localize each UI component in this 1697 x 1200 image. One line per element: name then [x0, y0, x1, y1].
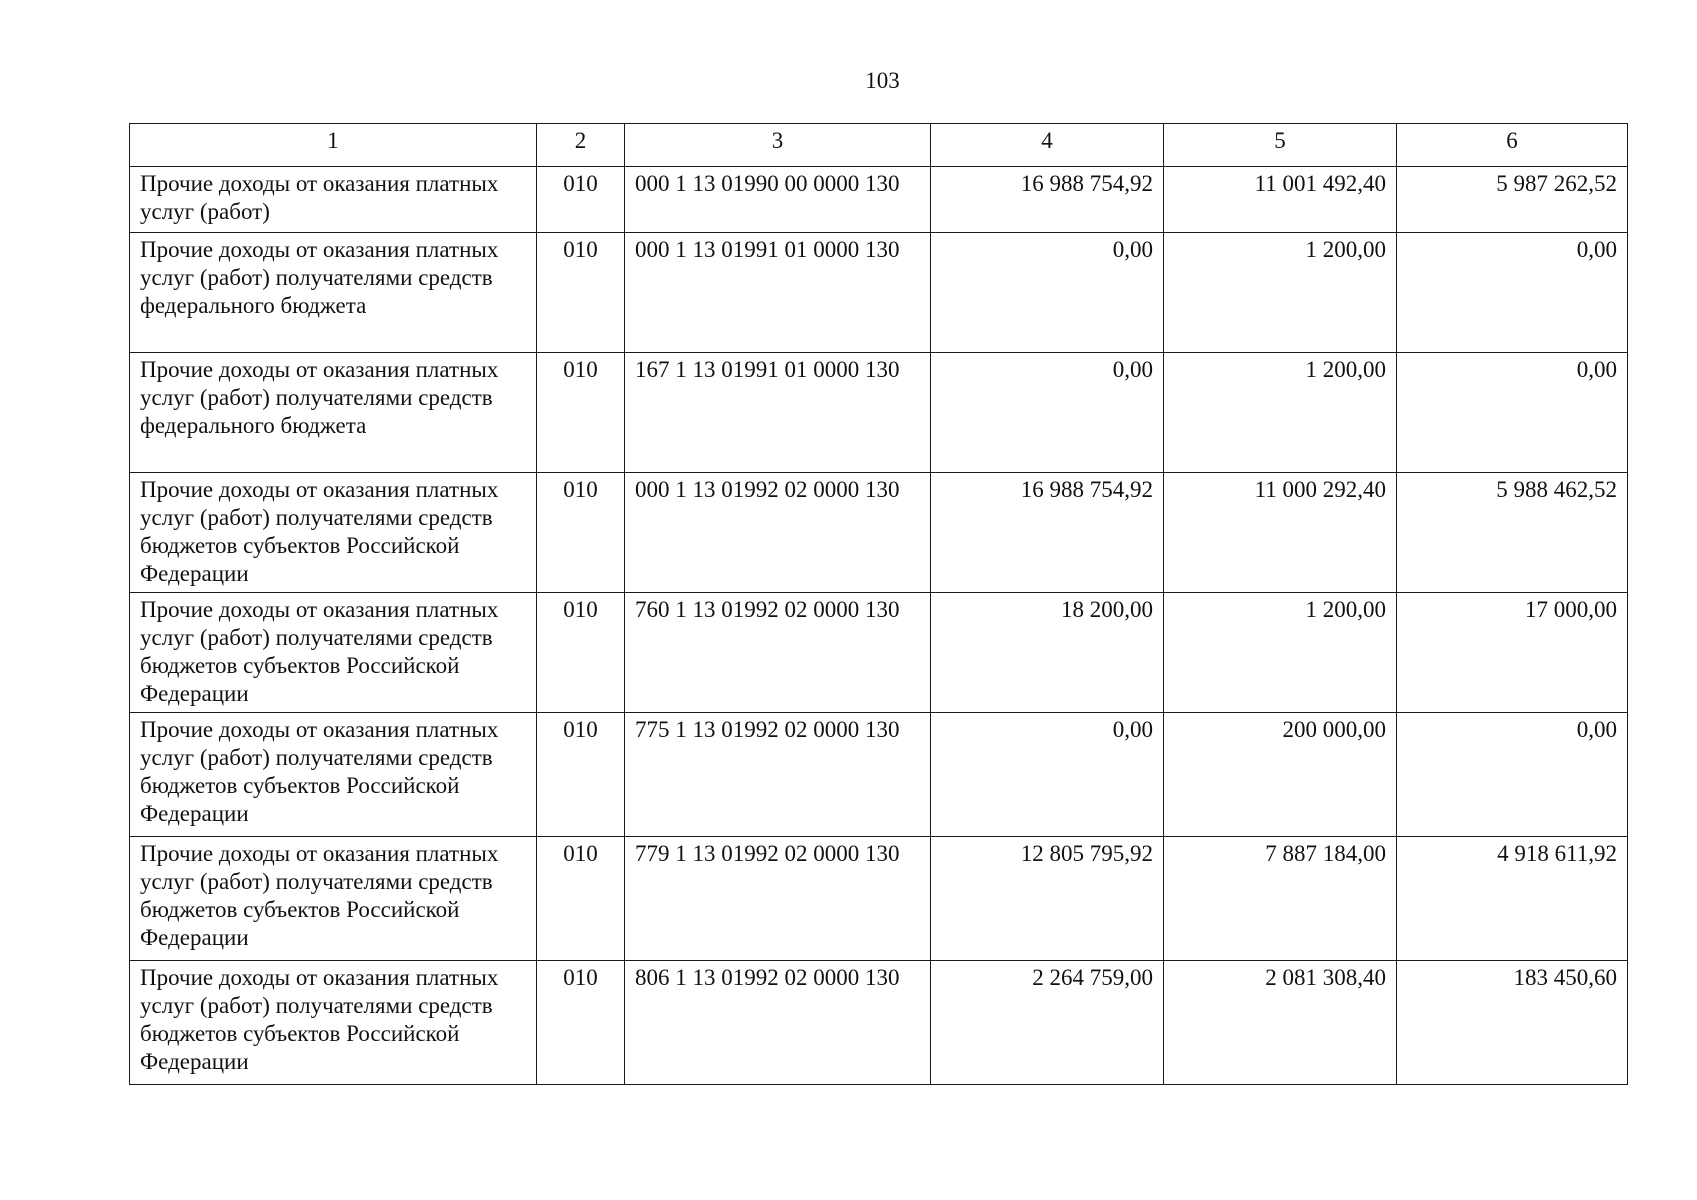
line-code-cell: 010 [537, 233, 625, 353]
page-number: 103 [865, 68, 900, 93]
budget-code-cell: 760 1 13 01992 02 0000 130 [625, 593, 931, 713]
budget-code-cell: 000 1 13 01990 00 0000 130 [625, 167, 931, 233]
table-row [130, 713, 1628, 837]
table-row [130, 167, 1628, 233]
column-header-4: 4 [931, 124, 1164, 167]
income-name-cell: Прочие доходы от оказания платных услуг (работ) получателями средств федерального бюджета [130, 233, 537, 353]
amount-col4-cell: 0,00 [931, 353, 1164, 473]
header-row [130, 124, 1628, 167]
amount-col6-cell: 0,00 [1397, 233, 1628, 353]
column-header-6: 6 [1397, 124, 1628, 167]
amount-col6-cell: 5 987 262,52 [1397, 167, 1628, 233]
column-header-2: 2 [537, 124, 625, 167]
amount-col6-cell: 0,00 [1397, 353, 1628, 473]
amount-col5-cell: 1 200,00 [1164, 353, 1397, 473]
line-code-cell: 010 [537, 837, 625, 961]
income-name-cell: Прочие доходы от оказания платных услуг (работ) [130, 167, 537, 233]
income-name-cell: Прочие доходы от оказания платных услуг (работ) получателями средств федерального бюджета [130, 353, 537, 473]
line-code-cell: 010 [537, 167, 625, 233]
line-code-cell: 010 [537, 593, 625, 713]
table-row [130, 593, 1628, 713]
amount-col5-cell: 11 000 292,40 [1164, 473, 1397, 593]
amount-col4-cell: 0,00 [931, 233, 1164, 353]
income-name-cell: Прочие доходы от оказания платных услуг (работ) получателями средств бюджетов субъектов Российской Федерации [130, 961, 537, 1085]
table-row [130, 353, 1628, 473]
line-code-cell: 010 [537, 353, 625, 473]
amount-col6-cell: 17 000,00 [1397, 593, 1628, 713]
income-table [129, 123, 1628, 1085]
income-name-cell: Прочие доходы от оказания платных услуг (работ) получателями средств бюджетов субъектов Российской Федерации [130, 593, 537, 713]
income-name-cell: Прочие доходы от оказания платных услуг (работ) получателями средств бюджетов субъектов Российской Федерации [130, 473, 537, 593]
column-header-3: 3 [625, 124, 931, 167]
table-row [130, 961, 1628, 1085]
line-code-cell: 010 [537, 713, 625, 837]
table-row [130, 233, 1628, 353]
line-code-cell: 010 [537, 961, 625, 1085]
amount-col4-cell: 18 200,00 [931, 593, 1164, 713]
amount-col6-cell: 0,00 [1397, 713, 1628, 837]
amount-col5-cell: 1 200,00 [1164, 233, 1397, 353]
budget-code-cell: 779 1 13 01992 02 0000 130 [625, 837, 931, 961]
line-code-cell: 010 [537, 473, 625, 593]
table-row [130, 837, 1628, 961]
amount-col4-cell: 16 988 754,92 [931, 473, 1164, 593]
amount-col5-cell: 2 081 308,40 [1164, 961, 1397, 1085]
amount-col6-cell: 183 450,60 [1397, 961, 1628, 1085]
budget-code-cell: 000 1 13 01991 01 0000 130 [625, 233, 931, 353]
amount-col4-cell: 12 805 795,92 [931, 837, 1164, 961]
income-name-cell: Прочие доходы от оказания платных услуг (работ) получателями средств бюджетов субъектов Российской Федерации [130, 837, 537, 961]
amount-col6-cell: 5 988 462,52 [1397, 473, 1628, 593]
column-header-1: 1 [130, 124, 537, 167]
budget-code-cell: 775 1 13 01992 02 0000 130 [625, 713, 931, 837]
income-name-cell: Прочие доходы от оказания платных услуг (работ) получателями средств бюджетов субъектов Российской Федерации [130, 713, 537, 837]
amount-col4-cell: 16 988 754,92 [931, 167, 1164, 233]
amount-col5-cell: 1 200,00 [1164, 593, 1397, 713]
amount-col5-cell: 7 887 184,00 [1164, 837, 1397, 961]
column-header-5: 5 [1164, 124, 1397, 167]
amount-col4-cell: 0,00 [931, 713, 1164, 837]
table-row [130, 473, 1628, 593]
amount-col6-cell: 4 918 611,92 [1397, 837, 1628, 961]
budget-code-cell: 167 1 13 01991 01 0000 130 [625, 353, 931, 473]
amount-col4-cell: 2 264 759,00 [931, 961, 1164, 1085]
amount-col5-cell: 200 000,00 [1164, 713, 1397, 837]
amount-col5-cell: 11 001 492,40 [1164, 167, 1397, 233]
budget-code-cell: 000 1 13 01992 02 0000 130 [625, 473, 931, 593]
budget-code-cell: 806 1 13 01992 02 0000 130 [625, 961, 931, 1085]
